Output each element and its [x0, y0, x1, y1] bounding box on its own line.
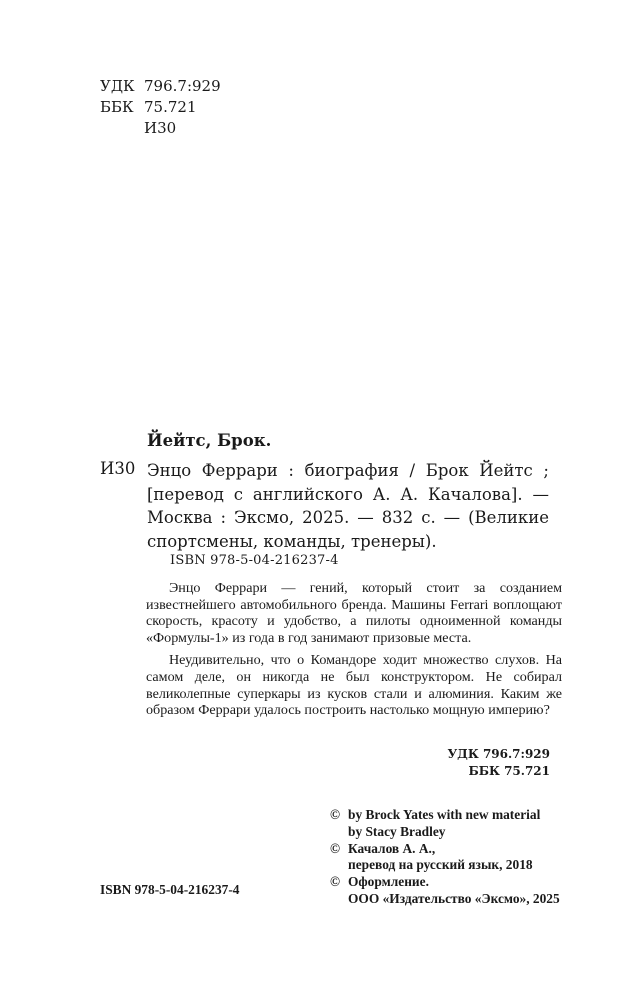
copyright-line-6: ООО «Издательство «Эксмо», 2025 [348, 890, 560, 906]
udk-row [100, 76, 221, 97]
annotation-paragraph-1: Энцо Феррари — гений, который стоит за созданием известнейшего автомобильного бренда. Машины Ferrari воплощают скорость, красоту и удобство, а пилоты одноименной команды «Формулы-1» из года в год занимают призовые места. [146, 580, 562, 646]
annotation-paragraph-2: Неудивительно, что о Командоре ходит множество слухов. На самом деле, он никогда не был конструктором. Не собирал великолепные суперкары из кусков стали и алюминия. Каким же образом Феррари удалось построить настолько мощную империю? [146, 652, 562, 719]
udk-label: УДК [100, 77, 135, 95]
author-mark-top: И30 [144, 119, 177, 137]
bbk-label: ББК [100, 98, 134, 116]
classification-codes [100, 76, 221, 139]
copyright-line-2: by Stacy Bradley [348, 823, 446, 839]
copyright-line-1: by Brock Yates with new material [348, 807, 541, 822]
bibliographic-description: Энцо Феррари : биография / Брок Йейтс ; [перевод с английского А. А. Качалова]. — Москва : Эксмо, 2025. — 832 с. — (Великие спортсмены, команды, тренеры). [147, 461, 549, 551]
copyright-line-3: Качалов А. А., [348, 840, 436, 856]
copyright-line-5: Оформление. [348, 874, 429, 890]
classification-codes-bold [420, 746, 550, 780]
udk-value: 796.7:929 [144, 77, 221, 95]
bbk-row [100, 97, 221, 118]
isbn-bottom: ISBN 978-5-04-216237-4 [100, 882, 240, 897]
copyright-line-4: перевод на русский язык, 2018 [348, 857, 533, 873]
bbk-bold: ББК 75.721 [468, 764, 550, 778]
copyright-block [330, 807, 560, 908]
udk-bold: УДК 796.7:929 [447, 747, 550, 761]
author-mark: И30 [100, 459, 136, 478]
annotation [146, 580, 562, 725]
copyright-symbol: © [330, 874, 341, 890]
copyright-symbol: © [330, 840, 341, 856]
copyright-symbol: © [330, 807, 341, 822]
bbk-value: 75.721 [144, 98, 197, 116]
bibliographic-isbn: ISBN 978-5-04-216237-4 [170, 553, 339, 568]
author-heading: Йейтс, Брок. [147, 431, 272, 450]
